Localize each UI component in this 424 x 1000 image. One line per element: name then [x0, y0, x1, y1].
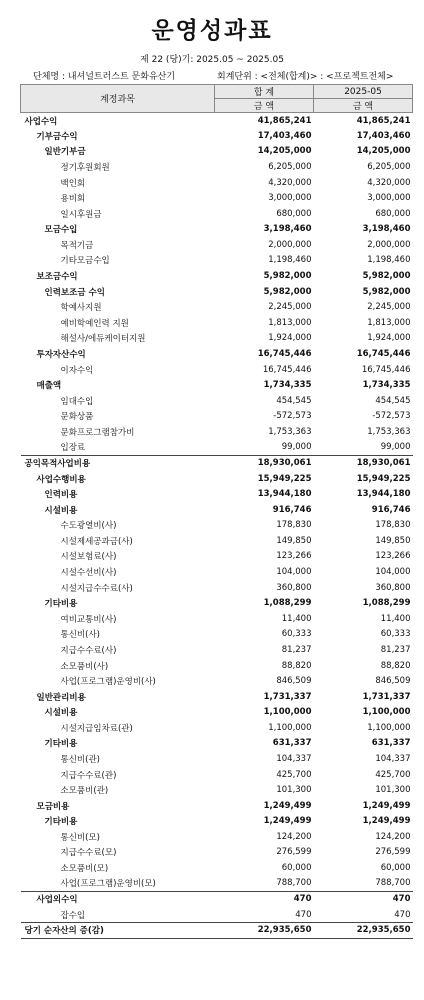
table-row: [21, 175, 413, 191]
header-account: 계정과목: [21, 85, 215, 113]
account-label: 정기후원회원: [60, 163, 110, 174]
month-amount: 680,000: [375, 208, 411, 219]
total-amount: 1,734,335: [263, 380, 312, 391]
total-amount: 149,850: [276, 535, 312, 546]
account-label: 수도광열비(사): [60, 521, 117, 532]
total-amount: 123,266: [276, 551, 312, 562]
table-row: [21, 159, 413, 175]
total-amount: 14,205,000: [257, 146, 312, 157]
month-amount: 2,245,000: [367, 302, 411, 313]
account-label: 사업(프로그램)운영비(모): [60, 879, 156, 890]
account-label: 임대수입: [60, 396, 94, 407]
table-row: [21, 829, 413, 845]
month-amount: 13,944,180: [356, 489, 411, 500]
account-label: 일시후원금: [60, 209, 102, 220]
table-row: [21, 860, 413, 876]
header-month: 2025-05: [314, 85, 413, 99]
month-amount: 5,982,000: [362, 271, 411, 282]
month-amount: -572,573: [372, 411, 411, 422]
header-month-amount: 금 액: [314, 99, 413, 113]
month-amount: 5,982,000: [362, 286, 411, 297]
total-amount: -572,573: [273, 411, 312, 422]
account-label: 문화프로그램참가비: [60, 427, 135, 438]
table-row: [21, 845, 413, 861]
total-amount: 846,509: [276, 676, 312, 687]
account-label: 백인회: [60, 178, 86, 189]
account-label: 해설사/에듀케이터지원: [60, 334, 146, 345]
total-amount: 3,198,460: [263, 224, 312, 235]
month-amount: 101,300: [375, 785, 411, 796]
table-row: [21, 346, 413, 362]
account-label: 사업외수익: [21, 891, 215, 907]
month-amount: 18,930,061: [314, 455, 413, 471]
account-label: 기타모금수입: [60, 256, 110, 267]
account-label: 사업(프로그램)운영비(사): [60, 677, 156, 688]
month-amount: 22,935,650: [314, 923, 413, 939]
total-amount: 11,400: [281, 613, 312, 624]
account-label: 보조금수익: [36, 272, 78, 283]
month-amount: 15,949,225: [356, 473, 411, 484]
account-label: 시설지급수수료(사): [60, 583, 133, 594]
month-amount: 81,237: [380, 644, 411, 655]
total-amount: 15,949,225: [257, 473, 312, 484]
report-title: 운영성과표: [151, 18, 273, 44]
table-row: [21, 408, 413, 424]
table-row: [21, 206, 413, 222]
table-row: [21, 564, 413, 580]
table-row: [21, 720, 413, 736]
total-amount: 2,245,000: [268, 302, 312, 313]
total-amount: 2,000,000: [268, 239, 312, 250]
month-amount: 1,734,335: [362, 380, 411, 391]
month-amount: 1,249,499: [362, 816, 411, 827]
month-amount: 17,403,460: [356, 130, 411, 141]
month-amount: 99,000: [380, 442, 411, 453]
table-body: [21, 113, 413, 939]
table-row: [21, 190, 413, 206]
total-amount: 5,982,000: [263, 286, 312, 297]
month-amount: 3,000,000: [367, 193, 411, 204]
month-amount: 2,000,000: [367, 239, 411, 250]
total-amount: 1,198,460: [268, 255, 312, 266]
table-row: [21, 424, 413, 440]
account-label: 학예사지원: [60, 303, 102, 314]
table-row: [21, 923, 413, 939]
account-label: 시설제세공과금(사): [60, 536, 133, 547]
table-row: [21, 222, 413, 238]
account-label: 공익목적사업비용: [21, 455, 215, 471]
account-label: 시설지급임차료(관): [60, 723, 133, 734]
month-amount: 1,100,000: [367, 722, 411, 733]
account-label: 시설비용: [44, 505, 78, 516]
account-label: 시설수선비(사): [60, 568, 117, 579]
table-row: [21, 128, 413, 144]
total-amount: 631,337: [272, 738, 312, 749]
month-amount: 1,088,299: [362, 598, 411, 609]
total-amount: 1,100,000: [268, 722, 312, 733]
total-amount: 1,813,000: [268, 317, 312, 328]
month-amount: 916,746: [371, 504, 411, 515]
account-label: 입장료: [60, 443, 86, 454]
account-label: 인력보조금 수익: [44, 287, 105, 298]
month-amount: 276,599: [375, 847, 411, 858]
month-amount: 3,198,460: [362, 224, 411, 235]
month-amount: 104,000: [375, 567, 411, 578]
month-amount: 1,924,000: [367, 333, 411, 344]
table-row: [21, 315, 413, 331]
month-amount: 88,820: [380, 660, 411, 671]
table-row: [21, 113, 413, 129]
month-amount: 631,337: [371, 738, 411, 749]
table-row: [21, 144, 413, 160]
total-amount: 1,924,000: [268, 333, 312, 344]
account-label: 잡수입: [60, 910, 86, 921]
table-row: [21, 455, 413, 471]
table-row: [21, 767, 413, 783]
month-amount: 454,545: [375, 395, 411, 406]
table-row: [21, 891, 413, 907]
total-amount: 99,000: [281, 442, 312, 453]
month-amount: 1,813,000: [367, 317, 411, 328]
total-amount: 6,205,000: [268, 162, 312, 173]
total-amount: 81,237: [281, 644, 312, 655]
organization-name: 단체명 : 내셔널트러스트 문화유산기: [33, 72, 176, 82]
total-amount: 788,700: [276, 878, 312, 889]
account-label: 예비학예인력 지원: [60, 318, 129, 329]
table-row: [21, 627, 413, 643]
account-label: 목적기금: [60, 240, 94, 251]
accounting-unit: 회계단위 : <전체(합계)> : <프로젝트전체>: [217, 72, 394, 82]
total-amount: 276,599: [276, 847, 312, 858]
table-row: [21, 611, 413, 627]
account-label: 일반기부금: [44, 147, 86, 158]
total-amount: 178,830: [276, 520, 312, 531]
month-amount: 60,000: [380, 863, 411, 874]
month-amount: 16,745,446: [361, 364, 411, 375]
account-label: 기타비용: [44, 599, 78, 610]
table-row: [21, 393, 413, 409]
account-label: 문화상품: [60, 412, 94, 423]
month-amount: 11,400: [380, 613, 411, 624]
table-row: [21, 907, 413, 923]
table-row: [21, 658, 413, 674]
total-amount: 1,088,299: [263, 598, 312, 609]
table-row: [21, 782, 413, 798]
month-amount: 123,266: [375, 551, 411, 562]
account-label: 지급수수료(사): [60, 645, 117, 656]
table-row: [21, 533, 413, 549]
account-label: 사업수익: [24, 116, 58, 127]
account-label: 기부금수익: [36, 131, 78, 142]
account-label: 기타비용: [44, 739, 78, 750]
total-amount: 916,746: [272, 504, 312, 515]
total-amount: 88,820: [281, 660, 312, 671]
month-amount: 16,745,446: [356, 348, 411, 359]
total-amount: 101,300: [276, 785, 312, 796]
table-row: [21, 814, 413, 830]
table-row: [21, 876, 413, 892]
account-label: 당기 순자산의 증(감): [21, 923, 215, 939]
total-amount: 1,249,499: [263, 800, 312, 811]
account-label: 소모품비(관): [60, 786, 109, 797]
total-amount: 16,745,446: [262, 364, 312, 375]
account-label: 지급수수료(모): [60, 848, 117, 859]
month-amount: 1,249,499: [362, 800, 411, 811]
total-amount: 104,000: [276, 567, 312, 578]
month-amount: 846,509: [375, 676, 411, 687]
month-amount: 1,753,363: [367, 426, 411, 437]
table-row: [21, 518, 413, 534]
total-amount: 17,403,460: [257, 130, 312, 141]
month-amount: 14,205,000: [356, 146, 411, 157]
month-amount: 149,850: [375, 535, 411, 546]
report-period: 제 22 (당)기: 2025.05 ~ 2025.05: [140, 55, 284, 65]
account-label: 소모품비(모): [60, 864, 109, 875]
total-amount: 1,731,337: [263, 691, 312, 702]
table-row: [21, 673, 413, 689]
total-amount: 680,000: [276, 208, 312, 219]
month-amount: 178,830: [375, 520, 411, 531]
account-label: 투자자산수익: [36, 349, 86, 360]
total-amount: 425,700: [276, 769, 312, 780]
total-amount: 454,545: [276, 395, 312, 406]
table-row: [21, 471, 413, 487]
total-amount: 1,249,499: [263, 816, 312, 827]
total-amount: 104,337: [276, 753, 312, 764]
account-label: 여비교통비(사): [60, 614, 117, 625]
account-label: 시설보험료(사): [60, 552, 117, 563]
account-label: 용비회: [60, 194, 86, 205]
total-amount: 22,935,650: [215, 923, 314, 939]
table-row: [21, 237, 413, 253]
table-row: [21, 284, 413, 300]
header-total: 합 계: [215, 85, 314, 99]
month-amount: 41,865,241: [356, 115, 411, 126]
account-label: 모금비용: [36, 801, 70, 812]
table-row: [21, 440, 413, 456]
month-amount: 6,205,000: [367, 162, 411, 173]
table-row: [21, 798, 413, 814]
account-label: 통신비(사): [60, 630, 100, 641]
account-label: 인력비용: [44, 490, 78, 501]
account-label: 사업수행비용: [36, 474, 86, 485]
total-amount: 60,000: [281, 863, 312, 874]
table-row: [21, 502, 413, 518]
month-amount: 425,700: [375, 769, 411, 780]
month-amount: 60,333: [380, 629, 411, 640]
month-amount: 360,800: [375, 582, 411, 593]
table-row: [21, 580, 413, 596]
month-amount: 124,200: [375, 831, 411, 842]
month-amount: 4,320,000: [367, 177, 411, 188]
account-label: 통신비(관): [60, 754, 100, 765]
account-label: 일반관리비용: [36, 692, 86, 703]
month-amount: 1,100,000: [362, 707, 411, 718]
month-amount: 788,700: [375, 878, 411, 889]
account-label: 지급수수료(관): [60, 770, 117, 781]
total-amount: 4,320,000: [268, 177, 312, 188]
table-row: [21, 362, 413, 378]
account-label: 시설비용: [44, 708, 78, 719]
table-row: [21, 549, 413, 565]
account-label: 모금수입: [44, 225, 78, 236]
total-amount: 470: [295, 909, 312, 920]
account-label: 통신비(모): [60, 832, 100, 843]
table-row: [21, 595, 413, 611]
account-label: 기타비용: [44, 817, 78, 828]
table-row: [21, 377, 413, 393]
table-row: [21, 704, 413, 720]
account-label: 매출액: [36, 381, 62, 392]
total-amount: 5,982,000: [263, 271, 312, 282]
total-amount: 124,200: [276, 831, 312, 842]
header-total-amount: 금 액: [215, 99, 314, 113]
table-row: [21, 689, 413, 705]
total-amount: 18,930,061: [215, 455, 314, 471]
total-amount: 1,100,000: [263, 707, 312, 718]
operating-results-table: [20, 84, 413, 939]
total-amount: 41,865,241: [257, 115, 312, 126]
month-amount: 470: [394, 909, 411, 920]
table-row: [21, 268, 413, 284]
table-row: [21, 751, 413, 767]
table-row: [21, 253, 413, 269]
table-row: [21, 642, 413, 658]
table-row: [21, 299, 413, 315]
month-amount: 1,198,460: [367, 255, 411, 266]
total-amount: 3,000,000: [268, 193, 312, 204]
month-amount: 470: [314, 891, 413, 907]
table-row: [21, 736, 413, 752]
total-amount: 470: [215, 891, 314, 907]
total-amount: 16,745,446: [257, 348, 312, 359]
total-amount: 60,333: [281, 629, 312, 640]
month-amount: 1,731,337: [362, 691, 411, 702]
total-amount: 1,753,363: [268, 426, 312, 437]
table-row: [21, 486, 413, 502]
total-amount: 13,944,180: [257, 489, 312, 500]
account-label: 이자수익: [60, 365, 94, 376]
table-row: [21, 331, 413, 347]
month-amount: 104,337: [375, 753, 411, 764]
account-label: 소모품비(사): [60, 661, 109, 672]
total-amount: 360,800: [276, 582, 312, 593]
